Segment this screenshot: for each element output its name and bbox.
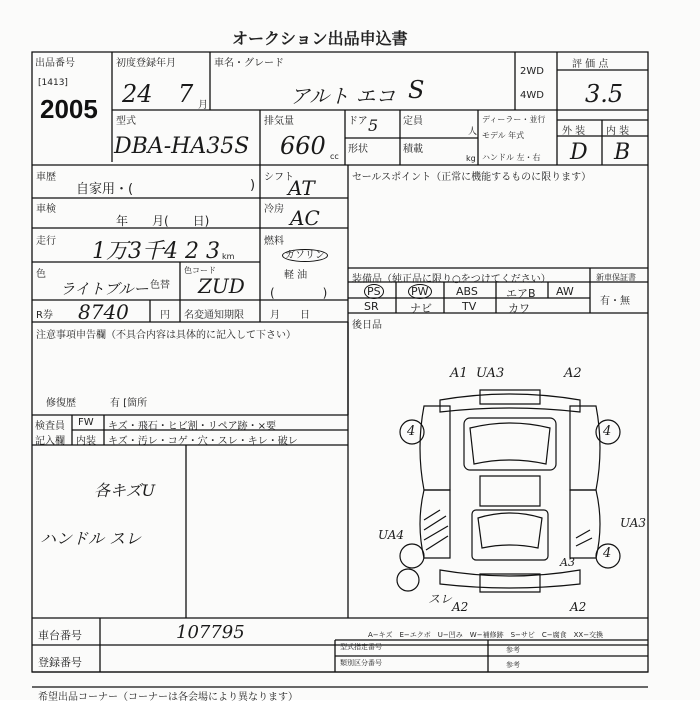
equip-tv: TV (462, 300, 477, 313)
recycle-label: R券 (36, 310, 53, 321)
damage-scratch: スレ (428, 592, 453, 606)
km-unit: km (222, 252, 235, 261)
chassis-label: 車台番号 (38, 629, 82, 642)
recycle-value: 8740 (78, 300, 129, 324)
month-unit: 月 (198, 100, 208, 111)
exterior-label: 外 装 (562, 126, 586, 137)
load-label: 積載 (403, 144, 423, 155)
damage-a1: A1 (450, 366, 468, 381)
capacity-label: 定員 (403, 116, 423, 127)
drive-4wd: 4WD (520, 90, 544, 101)
persons-unit: 人 (468, 127, 478, 137)
fuel-gasoline: ガソリン (282, 249, 328, 262)
damage-legend: A−キズ E−エクボ U−凹み W−補修跡 S−サビ C−腐食 XX−交換 (368, 631, 604, 639)
damage-ua4: UA4 (378, 528, 405, 542)
exterior-grade: D (570, 140, 588, 165)
first-reg-month: 7 (178, 80, 194, 108)
rating-label: 評 価 点 (572, 59, 609, 70)
model-type-label: 型式 (116, 116, 136, 127)
equip-leather: カワ (508, 302, 530, 315)
damage-a2-front: A2 (564, 366, 582, 381)
class-number-label: 類別区分番号 (340, 659, 382, 667)
equip-abs: ABS (456, 285, 478, 298)
damage-wheel-fr: 4 (603, 424, 612, 439)
handle-label: ハンドル 左・右 (482, 153, 541, 162)
ref-label-1: 参考 (506, 646, 520, 654)
damage-wheel-fl: 4 (407, 424, 416, 439)
interior-label: 内 装 (606, 126, 630, 137)
lot-number-label: 出品番号 (35, 58, 75, 69)
seal-label: 後日品 (352, 320, 382, 331)
color-value: ライトブルー (60, 280, 149, 298)
chassis-value: 107795 (176, 622, 245, 643)
damage-a2-rear-right: A2 (570, 600, 587, 614)
dealer-label: ディーラー・並行 (482, 115, 546, 124)
yen-unit: 円 (160, 310, 170, 321)
car-name: アルト エコ (290, 84, 396, 108)
damage-ua3-front: UA3 (476, 366, 505, 381)
inspector-fw-label: FW (78, 417, 94, 428)
shape-label: 形状 (348, 144, 368, 155)
ref-label-2: 参考 (506, 661, 520, 669)
first-reg-label: 初度登録年月 (116, 58, 176, 69)
color-label: 色 (36, 269, 46, 280)
equip-pw: PW (408, 284, 432, 299)
registration-label: 登録番号 (38, 656, 82, 669)
mileage-value: 1万3千4 2 3 (92, 239, 220, 264)
damage-a2-rear-left: A2 (452, 600, 469, 614)
equip-ps: PS (364, 284, 384, 299)
title-deadline-text: 月 日 (270, 310, 310, 321)
note-line-2: ハンドル スレ (40, 529, 142, 548)
color-code-label: 色コード (184, 266, 216, 275)
grade: S (408, 76, 425, 104)
equip-sr: SR (364, 300, 379, 313)
warranty-value: 有・無 (600, 296, 630, 307)
damage-ua3-rear: UA3 (620, 516, 647, 530)
model-spec-label: 型式指定番号 (340, 643, 382, 651)
displacement-label: 排気量 (264, 116, 294, 127)
fuel-light-oil: 軽 油 (284, 270, 308, 281)
doors-label: ドア (348, 116, 368, 127)
displacement: 660 (280, 132, 326, 160)
form-title: オークション出品申込書 (232, 29, 408, 48)
notes-label: 注意事項申告欄（不具合内容は具体的に記入して下さい） (36, 330, 296, 341)
equip-airbag: エアB (506, 287, 536, 300)
ac-value: AC (290, 206, 320, 230)
drive-2wd: 2WD (520, 66, 544, 77)
usage-label: 車歴 (36, 172, 56, 183)
equip-navi: ナビ (410, 302, 432, 315)
inspection-label: 車検 (36, 204, 56, 215)
footer-corner-label: 希望出品コーナー（コーナーは各会場により異なります） (38, 692, 298, 703)
warranty-label: 新車保証書 (596, 273, 636, 282)
entry-label: 記入欄 (35, 436, 65, 447)
fuel-label: 燃料 (264, 236, 284, 247)
color-change-label: 色替 (150, 280, 170, 291)
inspector-interior-label: 内装 (76, 436, 96, 447)
equipment-label: 装備品（純正品に限り○をつけてください） (352, 274, 551, 285)
inspector-fw-items: キズ・飛石・ヒビ割・リペア跡・×要 (108, 421, 276, 432)
color-code: ZUD (198, 274, 245, 298)
usage-value: 自家用・( (76, 182, 134, 197)
note-line-1: 各キズU (94, 481, 156, 500)
rating-value: 3.5 (585, 80, 624, 108)
inspection-text: 年 月( 日) (116, 214, 210, 228)
repair-value: 有 [箇所 (110, 398, 148, 409)
damage-a3: A3 (560, 556, 575, 569)
sales-point-label: セールスポイント（正常に機能するものに限ります） (352, 172, 592, 183)
lot-number: 2005 (40, 94, 98, 124)
repair-label: 修復歴 (46, 398, 76, 409)
lot-code: [1413] (38, 78, 68, 88)
car-damage-diagram (380, 370, 640, 615)
shift-label: シフト (264, 172, 294, 183)
inspector-label: 検査員 (35, 421, 65, 432)
usage-close-paren: ) (250, 178, 256, 193)
inspector-interior-items: キズ・汚レ・コゲ・穴・スレ・キレ・破レ (108, 436, 298, 447)
equip-aw: AW (556, 285, 574, 298)
mileage-label: 走行 (36, 236, 56, 247)
shift-value: AT (288, 176, 315, 200)
fuel-other-parens: ( ) (270, 286, 328, 300)
damage-wheel-rr: 4 (603, 546, 612, 561)
first-reg-year: 24 (122, 80, 153, 108)
title-deadline-label: 名変通知期限 (184, 310, 244, 321)
interior-grade: B (614, 140, 631, 165)
model-type: DBA-HA35S (114, 134, 250, 159)
kg-unit: kg (466, 154, 476, 163)
ac-label: 冷房 (264, 204, 284, 215)
car-name-label: 車名・グレード (214, 58, 284, 69)
model-year-label: モデル 年式 (482, 131, 525, 140)
doors: 5 (368, 116, 379, 135)
cc-unit: cc (330, 152, 339, 161)
